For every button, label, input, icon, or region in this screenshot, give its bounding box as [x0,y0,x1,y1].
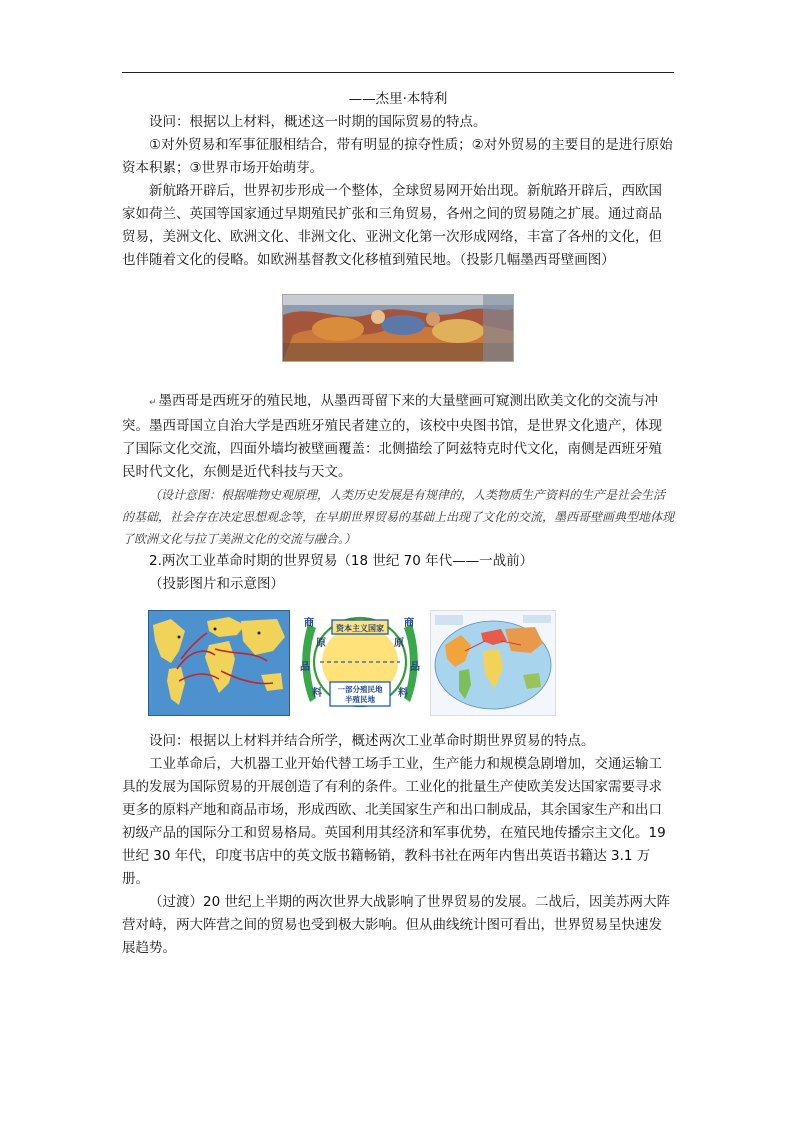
diagram-label-top-box: 资本主义国家 [336,624,384,633]
diagram-label-right-bottom: 品 [410,662,420,673]
diagram-label-raw-right-2: 料 [398,688,408,699]
paragraph-marker: ↵ [149,398,157,408]
paragraph-industrial-revolution: 工业革命后，大机器工业开始代替工场手工业，生产能力和规模急剧增加，交通运输工具的发展为国际贸易的开展创造了有利的条件。工业化的批量生产使欧美发达国家需要寻求更多的原料产地和商品市场，形成西欧、北美国家生产和出口制成品，其余国家生产和出口初级产品的国际分工和贸易格局。英国利用其经济和军事优势，在殖民地传播宗主文化。19 世纪 30 年代，印度书店中的英文版书籍畅销，教科书社在两年内售出英语书籍达 3.1 万册。 [122,756,666,887]
paragraph-mexico-text: 墨西哥是西班牙的殖民地，从墨西哥留下来的大量壁画可窥测出欧美文化的交流与冲突。墨西哥国立自治大学是西班牙殖民者建立的，该校中央图书馆，是世界文化遗产，体现了国际文化交流，四面外墙均被壁画覆盖：北侧描绘了阿兹特克时代文化，南侧是西班牙殖民时代文化，东侧是近代科技与天文。 [122,393,662,480]
paragraph-transition: （过渡）20 世纪上半期的两次世界大战影响了世界贸易的发展。二战后，因美苏两大阵营对峙，两大阵营之间的贸易也受到极大影响。但从曲线统计图可看出，世界贸易呈快速发展趋势。 [122,894,670,956]
paragraph-new-route: 新航路开辟后，世界初步形成一个整体，全球贸易网开始出现。新航路开辟后，西欧国家如荷兰、英国等国家通过早期殖民扩张和三角贸易，各州之间的贸易随之扩展。通过商品贸易，美洲文化、欧洲文化、非洲文化、亚洲文化第一次形成网络，丰富了各州的文化，但也伴随着文化的侵略。如欧洲基督教文化移植到殖民地。（投影几幅墨西哥壁画图） [122,183,662,268]
projection-note: （投影图片和示意图） [149,576,284,592]
diagram-label-raw-left-1: 原 [316,638,326,649]
header-rule [122,72,674,73]
diagram-label-bottom-box-2: 半殖民地 [345,695,375,704]
trade-route-map-image [148,610,290,716]
trade-cycle-diagram [298,610,422,714]
diagram-label-left-top: 商 [304,618,314,629]
diagram-label-raw-right-1: 原 [394,638,404,649]
section-2-title: 2.两次工业革命时期的世界贸易（18 世纪 70 年代——一战前） [149,553,534,569]
question-1: 设问：根据以上材料，概述这一时期的国际贸易的特点。 [149,114,487,130]
diagram-label-left-bottom: 品 [300,662,310,673]
diagram-label-right-top: 商 [404,618,414,629]
figure-row [148,610,674,716]
design-note: （设计意图：根据唯物史观原理，人类历史发展是有规律的，人类物质生产资料的生产是社会生活的基础，社会存在决定思想观念等，在早期世界贸易的基础上出现了文化的交流，墨西哥壁画典型地体现了欧洲文化与拉丁美洲文化的交流与融合。） [122,488,675,546]
world-trade-map-image [430,610,556,716]
answer-1: ①对外贸易和军事征服相结合，带有明显的掠夺性质；②对外贸易的主要目的是进行原始资本积累；③世界市场开始萌芽。 [122,137,673,176]
mural-image-wrapper [122,294,674,362]
question-2: 设问：根据以上材料并结合所学，概述两次工业革命时期世界贸易的特点。 [149,733,595,749]
trade-cycle-svg [298,610,422,714]
paragraph-mexico [122,390,674,484]
diagram-label-bottom-box-1: 一部分殖民地 [337,685,383,694]
diagram-label-raw-left-2: 料 [312,688,322,699]
mexico-mural-image [282,294,514,362]
attribution: ——杰里·本特利 [348,91,448,107]
document-body [122,88,674,960]
